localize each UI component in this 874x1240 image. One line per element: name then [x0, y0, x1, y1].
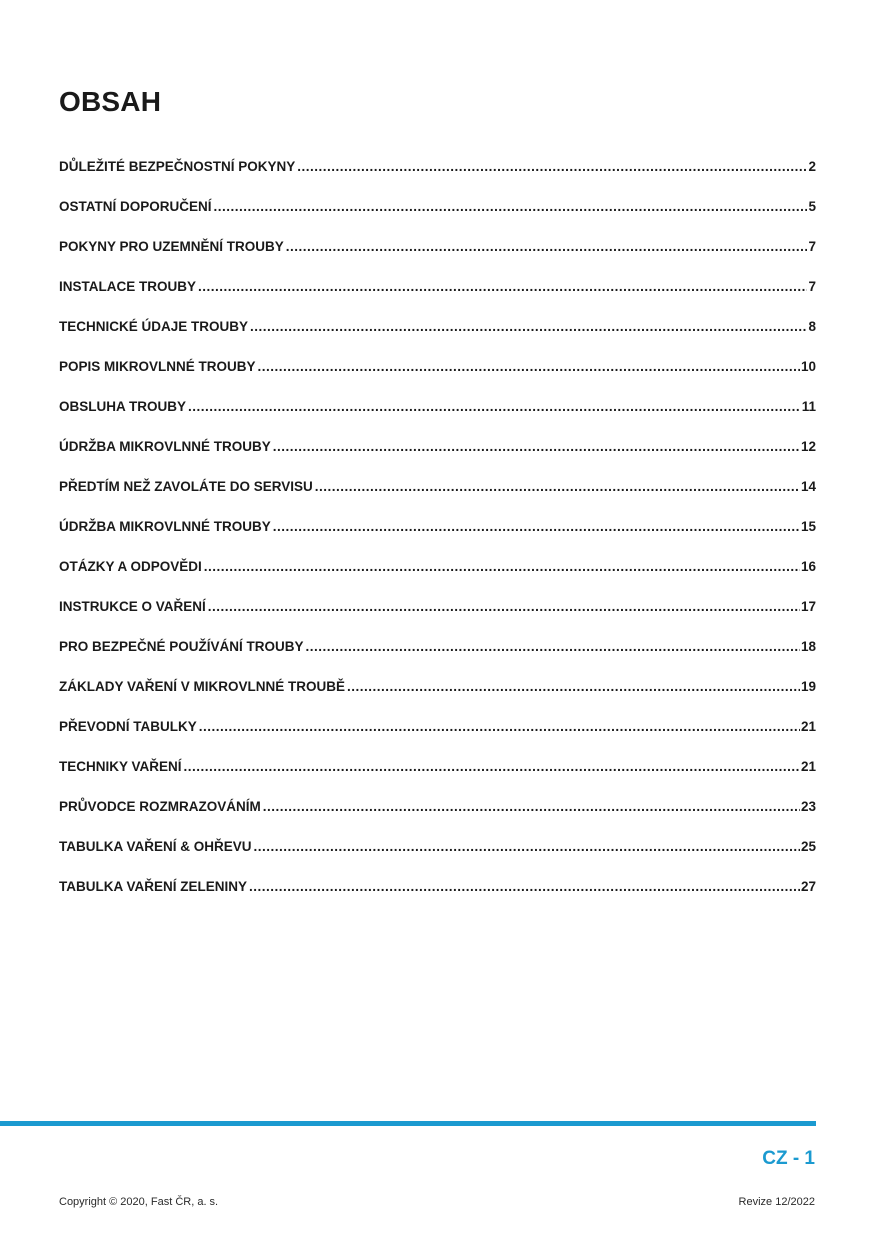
toc-dot-leader — [249, 877, 800, 897]
toc-dot-leader — [208, 597, 800, 617]
toc-entry-page: 27 — [800, 879, 816, 894]
toc-entry-page: 15 — [800, 519, 816, 534]
toc-entry[interactable] — [59, 747, 816, 787]
toc-dot-leader — [347, 677, 800, 697]
toc-entry[interactable] — [59, 267, 816, 307]
toc-entry[interactable] — [59, 587, 816, 627]
toc-entry-label: INSTALACE TROUBY — [59, 279, 196, 294]
toc-entry-page: 18 — [800, 639, 816, 654]
page-title: OBSAH — [59, 86, 162, 117]
toc-dot-leader — [199, 717, 800, 737]
toc-dot-leader — [250, 317, 807, 337]
toc-entry-label: ZÁKLADY VAŘENÍ V MIKROVLNNÉ TROUBĚ — [59, 679, 346, 694]
toc-entry[interactable] — [59, 507, 816, 547]
toc-entry-label: INSTRUKCE O VAŘENÍ — [59, 599, 206, 614]
toc-entry-page: 7 — [808, 239, 816, 254]
toc-entry[interactable] — [59, 627, 816, 667]
toc-dot-leader — [263, 797, 800, 817]
toc-entry-page: 2 — [808, 159, 816, 174]
toc-dot-leader — [254, 837, 800, 857]
toc-entry-label: OBSLUHA TROUBY — [59, 399, 186, 414]
toc-entry-page: 11 — [801, 399, 816, 414]
toc-entry-label: TABULKA VAŘENÍ ZELENINY — [59, 879, 247, 894]
toc-dot-leader — [214, 197, 808, 217]
toc-entry[interactable] — [59, 667, 816, 707]
toc-entry-label: PŘEDTÍM NEŽ ZAVOLÁTE DO SERVISU — [59, 479, 313, 494]
toc-entry-page: 14 — [800, 479, 816, 494]
toc-entry-page: 12 — [800, 439, 816, 454]
toc-entry-page: 10 — [800, 359, 816, 374]
toc-entry-page: 7 — [808, 279, 816, 294]
toc-entry[interactable] — [59, 827, 816, 867]
toc-entry[interactable] — [59, 187, 816, 227]
toc-entry[interactable] — [59, 867, 816, 907]
toc-entry[interactable] — [59, 707, 816, 747]
toc-entry-label: ÚDRŽBA MIKROVLNNÉ TROUBY — [59, 519, 271, 534]
toc-dot-leader — [198, 277, 807, 297]
copyright-notice: Copyright © 2020, Fast ČR, a. s. — [59, 1196, 219, 1208]
toc-entry-page: 21 — [800, 759, 816, 774]
page-number: CZ - 1 — [762, 1148, 815, 1169]
toc-dot-leader — [204, 557, 800, 577]
toc-entry-label: PRO BEZPEČNÉ POUŽÍVÁNÍ TROUBY — [59, 639, 304, 654]
table-of-contents — [59, 147, 816, 907]
toc-dot-leader — [306, 637, 800, 657]
toc-entry-label: PŘEVODNÍ TABULKY — [59, 719, 197, 734]
revision-label: Revize 12/2022 — [738, 1196, 815, 1208]
toc-entry[interactable] — [59, 427, 816, 467]
toc-entry[interactable] — [59, 227, 816, 267]
toc-dot-leader — [273, 437, 800, 457]
toc-entry-label: TECHNIKY VAŘENÍ — [59, 759, 182, 774]
toc-entry-page: 16 — [800, 559, 816, 574]
toc-entry-label: OTÁZKY A ODPOVĚDI — [59, 559, 202, 574]
toc-entry[interactable] — [59, 387, 816, 427]
toc-entry-label: DŮLEŽITÉ BEZPEČNOSTNÍ POKYNY — [59, 159, 296, 174]
toc-entry-page: 25 — [800, 839, 816, 854]
footer-divider — [0, 1121, 816, 1126]
toc-dot-leader — [286, 237, 808, 257]
toc-entry-label: ÚDRŽBA MIKROVLNNÉ TROUBY — [59, 439, 271, 454]
toc-entry-label: POKYNY PRO UZEMNĚNÍ TROUBY — [59, 239, 284, 254]
toc-dot-leader — [297, 157, 807, 177]
toc-entry-page: 23 — [800, 799, 816, 814]
toc-entry-page: 8 — [808, 319, 816, 334]
toc-entry[interactable] — [59, 467, 816, 507]
toc-entry-page: 21 — [800, 719, 816, 734]
toc-dot-leader — [184, 757, 800, 777]
toc-dot-leader — [258, 357, 800, 377]
toc-entry[interactable] — [59, 547, 816, 587]
toc-entry-page: 5 — [808, 199, 816, 214]
toc-entry[interactable] — [59, 787, 816, 827]
toc-entry-label: TECHNICKÉ ÚDAJE TROUBY — [59, 319, 249, 334]
toc-entry[interactable] — [59, 307, 816, 347]
toc-dot-leader — [315, 477, 800, 497]
toc-entry-page: 19 — [800, 679, 816, 694]
toc-entry[interactable] — [59, 347, 816, 387]
toc-entry-label: POPIS MIKROVLNNÉ TROUBY — [59, 359, 256, 374]
toc-entry-label: PRŮVODCE ROZMRAZOVÁNÍM — [59, 799, 261, 814]
toc-entry-label: TABULKA VAŘENÍ & OHŘEVU — [59, 839, 252, 854]
toc-entry-label: OSTATNÍ DOPORUČENÍ — [59, 199, 212, 214]
toc-entry-page: 17 — [800, 599, 816, 614]
toc-dot-leader — [273, 517, 800, 537]
toc-entry[interactable] — [59, 147, 816, 187]
toc-dot-leader — [188, 397, 801, 417]
